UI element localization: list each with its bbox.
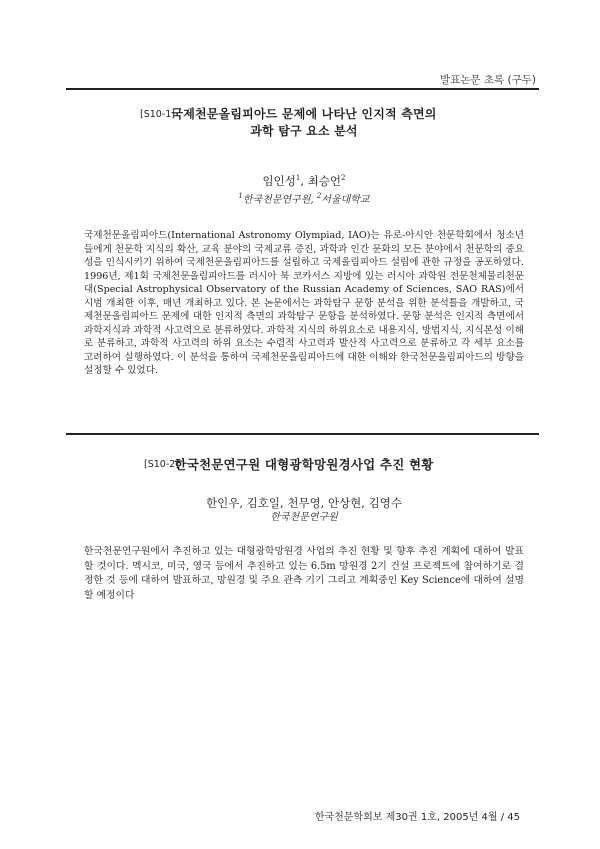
- author-mark: 1: [295, 174, 301, 182]
- abstract-body: 국제천문올림피아드(International Astronomy Olympiad, IAO)는 유로-아시안 천문학회에서 청소년들에게 천문학 지식의 확산, 교육 분야의 국제교류 증진, 과학과 인간 문화의 모든 분야에서 천문학의 중요성을 인식시키기 위하여 국제천문올림피아드를 설립하고 국제올림피아드 설립에 관한 규정을 공포하였다. 1996년, 제1회 국제천문올림피아드를 러시아 북 코카서스 지방에 있는 러시아 과학원 전문천체물리천문대(Special Astrophysical Observatory of the Russian Academy of Sciences, SAO RAS)에서 시범 개최한 이후, 매년 개최하고 있다. 본 논문에서는 과학탐구 문항 분석을 위한 분석틀을 개발하고, 국제천문올림피아드 문제에 대한 인지적 측면의 과학탐구 문항을 분석하였다. 문항 분석은 인지적 측면에서 과학지식과 과학적 사고력으로 분류하였다. 과학적 지식의 하위요소로 내용지식, 방법지식, 지식본성 이해로 분류하고, 과학적 사고력의 하위 요소는 수렴적 사고력과 발산적 사고력으로 분류하고 각 세부 요소를 고려하여 실행하였다. 이 분석을 통하여 국제천문올림피아드에 대한 이해와 한국천문올림피아드의 방향을 설정할 수 있었다.: [84, 230, 524, 377]
- affiliation-mark: 2: [316, 191, 322, 200]
- header-rule: [66, 88, 539, 90]
- author-mark: 2: [340, 174, 346, 182]
- abstract-title-block: [84, 106, 524, 140]
- abstract-s10-2: [84, 456, 524, 613]
- author-list: 한인우, 김호일, 천무영, 안상현, 김영수: [206, 496, 402, 510]
- affiliation-list: $^1$한국천문연구원, $^2$서울대학교: [238, 191, 370, 206]
- session-code: [S10-1]: [140, 109, 176, 120]
- abstract-title-line-1: 한국천문연구원 대형광학망원경사업 추진 현황: [174, 457, 434, 472]
- journal-footer: 한국천문학회보 제30권 1호, 2005년 4월 / 45: [314, 812, 520, 823]
- abstract-title-line-1: 국제천문올림피아드 문제에 나타난 인지적 측면의: [171, 107, 437, 121]
- affiliation-name: 한국천문연구원: [270, 512, 338, 523]
- author-name: 최승언: [307, 173, 341, 188]
- author-name: 임인성: [262, 173, 296, 188]
- abstract-body: 한국천문연구원에서 추진하고 있는 대형광학망원경 사업의 추진 현황 및 향후 추진 계획에 대하여 발표할 것이다. 멕시코, 미국, 영국 등에서 추진하고 있는 6.5m 망원경 2기 건설 프로젝트에 참여하기로 결정한 것 등에 대하여 발표하고, 망원경 및 주요 관측 기기 그리고 계획중인 Key Science에 대하여 설명할 예정이다: [84, 546, 524, 601]
- abstract-s10-1: [84, 106, 524, 387]
- author-separator: ,: [300, 173, 308, 188]
- affiliation-name: 한국천문연구원: [242, 194, 311, 206]
- section-divider: [66, 433, 539, 435]
- section-header-label: 발표논문 초록 (구두): [439, 74, 536, 86]
- session-code: [S10-2]: [144, 459, 180, 470]
- abstract-title-block: [84, 456, 524, 473]
- affiliation-name: 서울대학교: [321, 194, 370, 206]
- abstract-title-line-2: 과학 탐구 요소 분석: [250, 124, 358, 138]
- author-list: [84, 170, 524, 189]
- affiliation-mark: 1: [238, 191, 243, 200]
